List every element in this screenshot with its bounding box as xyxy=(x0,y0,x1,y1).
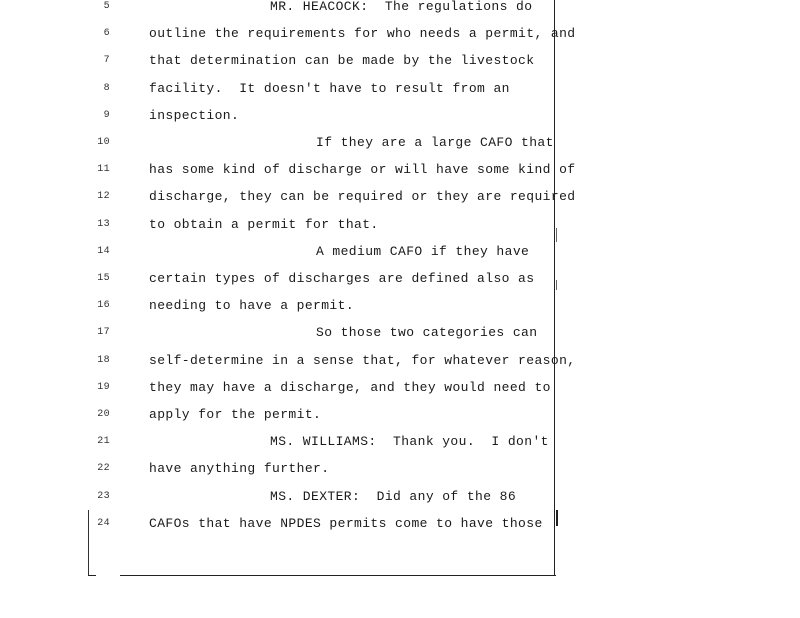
line-number: 24 xyxy=(97,517,110,529)
page-border-bottom xyxy=(88,575,556,576)
line-number: 16 xyxy=(97,300,110,312)
line-text: If they are a large CAFO that xyxy=(316,135,554,150)
line-number: 9 xyxy=(103,109,110,121)
transcript-line xyxy=(0,242,555,262)
margin-tick xyxy=(556,228,557,242)
border-gap xyxy=(96,574,120,577)
line-number: 18 xyxy=(97,354,110,366)
line-number: 17 xyxy=(97,327,110,339)
line-text: self-determine in a sense that, for whatever reason, xyxy=(149,352,576,368)
line-number: 5 xyxy=(103,1,110,12)
line-text: MS. WILLIAMS: Thank you. I don't xyxy=(270,434,549,450)
line-number: 7 xyxy=(103,55,110,67)
line-number: 14 xyxy=(97,245,110,257)
line-number: 21 xyxy=(97,436,110,448)
transcript-line xyxy=(0,0,555,17)
line-text: to obtain a permit for that. xyxy=(149,216,379,232)
transcript-line xyxy=(0,459,555,479)
transcript-line xyxy=(0,133,555,153)
line-number: 8 xyxy=(103,82,110,94)
transcript-line xyxy=(0,351,576,371)
line-text: MS. DEXTER: Did any of the 86 xyxy=(270,488,517,504)
transcript-line xyxy=(0,432,555,452)
margin-tick xyxy=(556,510,558,526)
line-text: that determination can be made by the livestock xyxy=(149,53,535,69)
line-text: inspection. xyxy=(149,107,240,123)
transcript-line xyxy=(0,79,555,99)
transcript-line xyxy=(0,160,576,180)
transcript-line xyxy=(0,405,555,425)
transcript-line xyxy=(0,296,555,316)
line-number: 20 xyxy=(97,409,110,420)
line-text: MR. HEACOCK: The regulations do xyxy=(270,0,533,14)
line-number: 22 xyxy=(97,463,110,475)
transcript-line xyxy=(0,106,555,126)
line-text: outline the requirements for who needs a permit, and xyxy=(149,26,576,42)
line-text: certain types of discharges are defined also as xyxy=(149,271,535,286)
line-text: discharge, they can be required or they are required xyxy=(149,189,576,205)
line-text: CAFOs that have NPDES permits come to have those xyxy=(149,515,543,531)
transcript-line xyxy=(0,378,555,398)
line-number: 15 xyxy=(97,273,110,284)
transcript-line xyxy=(0,215,555,235)
line-text: A medium CAFO if they have xyxy=(316,243,530,259)
transcript-line xyxy=(0,187,576,207)
line-number: 6 xyxy=(103,28,110,40)
line-number: 10 xyxy=(97,137,110,148)
line-text: facility. It doesn't have to result from an xyxy=(149,80,510,96)
line-text: apply for the permit. xyxy=(149,407,322,422)
line-text: needing to have a permit. xyxy=(149,298,355,314)
line-number: 19 xyxy=(97,381,110,393)
line-number: 12 xyxy=(97,191,110,203)
line-text: So those two categories can xyxy=(316,325,538,341)
transcript-line xyxy=(0,514,555,534)
line-text: they may have a discharge, and they would need to xyxy=(149,379,551,395)
transcript-line xyxy=(0,51,555,71)
line-number: 11 xyxy=(97,164,110,176)
transcript-line xyxy=(0,487,555,507)
line-text: have anything further. xyxy=(149,461,330,477)
transcript-line xyxy=(0,269,555,289)
line-number: 23 xyxy=(97,490,110,502)
margin-tick xyxy=(556,280,557,290)
line-number: 13 xyxy=(97,218,110,230)
transcript-line xyxy=(0,24,576,44)
transcript-line xyxy=(0,323,555,343)
line-text: has some kind of discharge or will have some kind of xyxy=(149,162,576,178)
